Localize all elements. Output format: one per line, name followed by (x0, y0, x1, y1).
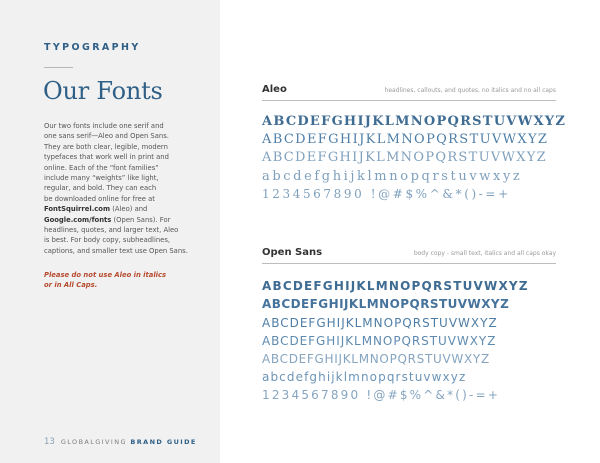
body-line: captions, and smaller text use Open Sans. (44, 246, 188, 255)
link-suffix: (Aleo) and (110, 205, 148, 214)
body-line: is best. For body copy, subheadlines, (44, 236, 171, 245)
body-line: one sans serif—Aleo and Open Sans. (44, 132, 169, 141)
aleo-header (262, 84, 556, 101)
sidebar (0, 0, 220, 463)
link-suffix: (Open Sans). For (111, 215, 171, 224)
body-line (44, 204, 214, 214)
warning-line: or in All Caps. (44, 281, 98, 290)
open-sans-sample-light: ABCDEFGHIJKLMNOPQRSTUVWXYZ (262, 352, 490, 366)
google-fonts-link: Google.com/fonts (44, 215, 112, 224)
body-line: They are both clear, legible, modern (44, 142, 168, 151)
footer-guide: BRAND GUIDE (130, 438, 197, 446)
aleo-sample-regular: ABCDEFGHIJKLMNOPQRSTUVWXYZ (262, 132, 549, 147)
open-sans-sample-extrabold: ABCDEFGHIJKLMNOPQRSTUVWXYZ (262, 279, 529, 293)
open-sans-sample-lowercase: abcdefghijklmnopqrstuvwxyz (262, 370, 467, 384)
footer-brand: GLOBALGIVING (60, 438, 127, 446)
aleo-usage-note: headlines, callouts, and quotes, no italics and no all caps (384, 87, 556, 94)
body-line: Our two fonts include one serif and (44, 122, 164, 130)
open-sans-usage-note: body copy - small text, italics and all caps okay (413, 250, 556, 257)
open-sans-sample-regular: ABCDEFGHIJKLMNOPQRSTUVWXYZ (262, 334, 497, 348)
open-sans-header (262, 247, 556, 264)
aleo-sample-light: ABCDEFGHIJKLMNOPQRSTUVWXYZ (262, 150, 547, 165)
open-sans-font-name: Open Sans (262, 247, 323, 258)
page-number: 13 (44, 437, 55, 447)
fontsquirrel-link: FontSquirrel.com (44, 205, 111, 214)
body-line: typefaces that work well in print and (44, 153, 169, 162)
aleo-font-name: Aleo (262, 84, 287, 95)
body-line: online. Each of the “font families” (44, 163, 159, 172)
body-line: regular, and bold. They can each (44, 184, 157, 193)
body-line: be downloaded online for free at (44, 194, 155, 203)
divider (44, 67, 73, 68)
aleo-sample-lowercase: abcdefghijklmnopqrstuvwxyz (262, 169, 523, 184)
intro-paragraph (44, 121, 214, 256)
open-sans-sample-bold: ABCDEFGHIJKLMNOPQRSTUVWXYZ (262, 297, 510, 311)
warning-line: Please do not use Aleo in italics (44, 271, 167, 279)
usage-warning (44, 270, 214, 291)
open-sans-sample-semibold: ABCDEFGHIJKLMNOPQRSTUVWXYZ (262, 316, 498, 330)
body-line: headlines, quotes, and larger text, Aleo (44, 226, 179, 235)
section-label: TYPOGRAPHY (44, 42, 141, 53)
page-footer (44, 437, 197, 447)
body-line (44, 215, 214, 225)
page-title: Our Fonts (43, 77, 163, 105)
aleo-sample-numerals: 1234567890 !@#$%^&*()-=+ (262, 187, 511, 201)
body-line: include many “weights” like light, (44, 174, 159, 183)
open-sans-sample-numerals: 1234567890 !@#$%^&*()-=+ (262, 388, 501, 402)
aleo-sample-bold: ABCDEFGHIJKLMNOPQRSTUVWXYZ (262, 114, 567, 129)
